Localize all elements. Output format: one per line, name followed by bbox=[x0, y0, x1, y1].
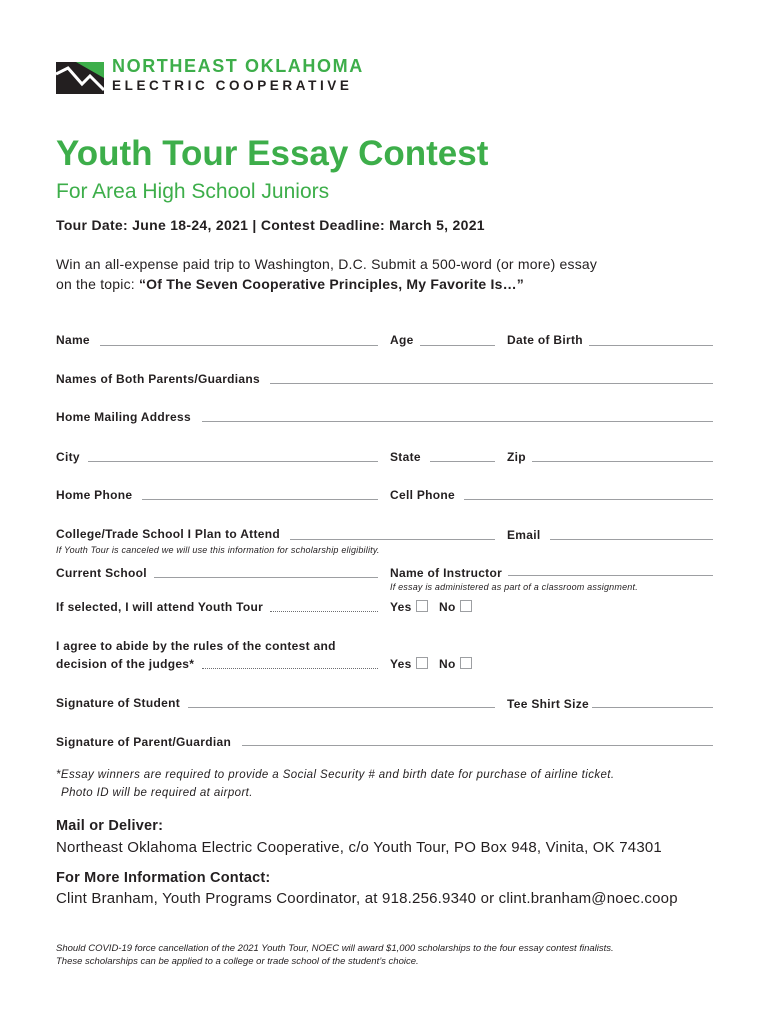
agree-label-line1: I agree to abide by the rules of the contest and bbox=[56, 639, 336, 653]
student-signature-field[interactable] bbox=[188, 707, 495, 708]
college-note: If Youth Tour is canceled we will use this information for scholarship eligibility. bbox=[56, 545, 380, 555]
home-phone-field[interactable] bbox=[142, 499, 378, 500]
covid-line1: Should COVID-19 force cancellation of the 2021 Youth Tour, NOEC will award $1,000 scholarships to the four essay contest finalists. bbox=[56, 943, 614, 954]
attend-no-checkbox[interactable] bbox=[460, 600, 472, 612]
page-subtitle: For Area High School Juniors bbox=[56, 180, 330, 203]
yes-label: Yes bbox=[390, 600, 412, 614]
zip-label: Zip bbox=[507, 450, 526, 464]
cell-phone-field[interactable] bbox=[464, 499, 713, 500]
covid-note bbox=[56, 942, 614, 968]
footnote-line2: Photo ID will be required at airport. bbox=[61, 787, 253, 799]
address-label: Home Mailing Address bbox=[56, 410, 191, 424]
dob-field[interactable] bbox=[589, 345, 713, 346]
no-label: No bbox=[439, 657, 456, 671]
mail-address: Northeast Oklahoma Electric Cooperative, c/o Youth Tour, PO Box 948, Vinita, OK 74301 bbox=[56, 839, 662, 856]
contact-heading: For More Information Contact: bbox=[56, 870, 271, 886]
instructor-label: Name of Instructor bbox=[390, 566, 503, 580]
attend-no-option[interactable] bbox=[439, 600, 472, 614]
home-phone-label: Home Phone bbox=[56, 488, 133, 502]
age-label: Age bbox=[390, 333, 414, 347]
parent-signature-label: Signature of Parent/Guardian bbox=[56, 735, 232, 749]
instructor-note: If essay is administered as part of a classroom assignment. bbox=[390, 582, 638, 592]
email-label: Email bbox=[507, 528, 541, 542]
current-school-label: Current School bbox=[56, 566, 147, 580]
city-label: City bbox=[56, 450, 80, 464]
parent-signature-field[interactable] bbox=[242, 745, 713, 746]
agree-label-line2: decision of the judges* bbox=[56, 657, 195, 671]
instructor-field[interactable] bbox=[508, 575, 713, 576]
college-label: College/Trade School I Plan to Attend bbox=[56, 527, 281, 541]
dob-label: Date of Birth bbox=[507, 333, 583, 347]
agree-dots bbox=[202, 668, 378, 669]
city-field[interactable] bbox=[88, 461, 378, 462]
agree-no-checkbox[interactable] bbox=[460, 657, 472, 669]
age-field[interactable] bbox=[420, 345, 495, 346]
zip-field[interactable] bbox=[532, 461, 713, 462]
footnote-line1: *Essay winners are required to provide a Social Security # and birth date for purchase of airline ticket. bbox=[56, 769, 615, 781]
coop-logo-icon bbox=[56, 58, 104, 94]
covid-line2: These scholarships can be applied to a college or trade school of the student’s choice. bbox=[56, 956, 419, 967]
no-label: No bbox=[439, 600, 456, 614]
yes-label: Yes bbox=[390, 657, 412, 671]
org-name-line2: ELECTRIC COOPERATIVE bbox=[112, 78, 353, 93]
intro-text bbox=[56, 254, 597, 294]
shirt-size-label: Tee Shirt Size bbox=[507, 697, 590, 711]
tour-dates: Tour Date: June 18-24, 2021 | Contest Deadline: March 5, 2021 bbox=[56, 217, 485, 233]
parents-label: Names of Both Parents/Guardians bbox=[56, 372, 261, 386]
student-signature-label: Signature of Student bbox=[56, 696, 180, 710]
essay-footnote bbox=[56, 766, 615, 802]
state-label: State bbox=[390, 450, 421, 464]
parents-field[interactable] bbox=[270, 383, 713, 384]
agree-yes-checkbox[interactable] bbox=[416, 657, 428, 669]
contact-info: Clint Branham, Youth Programs Coordinator, at 918.256.9340 or clint.branham@noec.coop bbox=[56, 890, 678, 907]
attend-label: If selected, I will attend Youth Tour bbox=[56, 600, 264, 614]
address-field[interactable] bbox=[202, 421, 713, 422]
intro-line2 bbox=[56, 274, 597, 294]
attend-yes-option[interactable] bbox=[390, 600, 428, 614]
intro-prefix: on the topic: bbox=[56, 276, 139, 292]
college-field[interactable] bbox=[290, 539, 495, 540]
email-field[interactable] bbox=[550, 539, 713, 540]
page-title: Youth Tour Essay Contest bbox=[56, 134, 489, 173]
shirt-size-field[interactable] bbox=[592, 707, 713, 708]
state-field[interactable] bbox=[430, 461, 495, 462]
org-name-line1: NORTHEAST OKLAHOMA bbox=[112, 56, 364, 76]
intro-line1: Win an all-expense paid trip to Washington, D.C. Submit a 500-word (or more) essay bbox=[56, 256, 598, 272]
name-label: Name bbox=[56, 333, 90, 347]
essay-topic: “Of The Seven Cooperative Principles, My Favorite Is…” bbox=[138, 276, 524, 292]
cell-phone-label: Cell Phone bbox=[390, 488, 456, 502]
agree-no-option[interactable] bbox=[439, 657, 472, 671]
mail-heading: Mail or Deliver: bbox=[56, 818, 164, 834]
current-school-field[interactable] bbox=[154, 577, 378, 578]
attend-yes-checkbox[interactable] bbox=[416, 600, 428, 612]
agree-yes-option[interactable] bbox=[390, 657, 428, 671]
attend-dots bbox=[270, 611, 378, 612]
name-field[interactable] bbox=[100, 345, 378, 346]
